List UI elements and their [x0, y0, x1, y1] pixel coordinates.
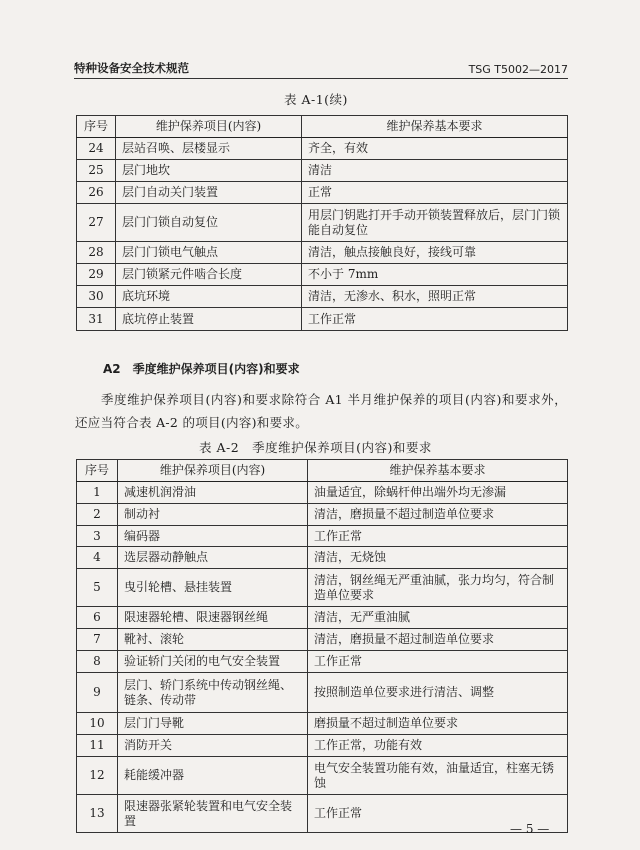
row-requirement: 清洁，触点接触良好，接线可靠	[302, 242, 568, 264]
row-number: 30	[77, 286, 116, 308]
row-number: 4	[77, 547, 118, 569]
table-row	[77, 242, 568, 264]
table-row	[77, 160, 568, 182]
row-requirement: 电气安全装置功能有效，油量适宜，柱塞无锈蚀	[308, 757, 568, 795]
row-requirement: 清洁，钢丝绳无严重油腻，张力均匀，符合制造单位要求	[308, 569, 568, 607]
page-number: — 5 —	[510, 822, 550, 836]
table-row	[77, 482, 568, 504]
row-number: 7	[77, 629, 118, 651]
row-number: 26	[77, 182, 116, 204]
table-row	[77, 713, 568, 735]
section-heading: A2 季度维护保养项目(内容)和要求	[103, 362, 300, 376]
row-number: 3	[77, 526, 118, 547]
row-item: 曳引轮槽、悬挂装置	[118, 569, 308, 607]
table-row	[77, 138, 568, 160]
table-a1	[76, 115, 568, 331]
table-row	[77, 795, 568, 833]
row-item: 验证轿门关闭的电气安全装置	[118, 651, 308, 673]
row-item: 层门门锁自动复位	[116, 204, 302, 242]
row-item: 选层器动静触点	[118, 547, 308, 569]
table-row	[77, 308, 568, 331]
row-item: 层门地坎	[116, 160, 302, 182]
row-number: 6	[77, 607, 118, 629]
row-requirement: 正常	[302, 182, 568, 204]
row-number: 13	[77, 795, 118, 833]
row-item: 底坑环境	[116, 286, 302, 308]
table-row	[77, 757, 568, 795]
table-row	[77, 182, 568, 204]
table-row	[77, 569, 568, 607]
table-a2	[76, 459, 568, 833]
row-requirement: 工作正常	[308, 795, 568, 833]
row-item: 制动衬	[118, 504, 308, 526]
row-item: 编码器	[118, 526, 308, 547]
row-number: 10	[77, 713, 118, 735]
row-item: 层门锁紧元件啮合长度	[116, 264, 302, 286]
row-requirement: 油量适宜，除蜗杆伸出端外均无渗漏	[308, 482, 568, 504]
row-requirement: 用层门钥匙打开手动开锁装置释放后，层门门锁能自动复位	[302, 204, 568, 242]
row-item: 限速器张紧轮装置和电气安全装置	[118, 795, 308, 833]
row-item: 层门门导靴	[118, 713, 308, 735]
row-number: 1	[77, 482, 118, 504]
row-requirement: 按照制造单位要求进行清洁、调整	[308, 673, 568, 713]
table-row	[77, 504, 568, 526]
row-requirement: 工作正常	[308, 651, 568, 673]
row-number: 31	[77, 308, 116, 331]
row-number: 11	[77, 735, 118, 757]
row-number: 9	[77, 673, 118, 713]
table-row	[77, 204, 568, 242]
row-requirement: 工作正常	[302, 308, 568, 331]
column-header-requirement: 维护保养基本要求	[302, 116, 568, 138]
row-number: 2	[77, 504, 118, 526]
table-row	[77, 286, 568, 308]
row-number: 8	[77, 651, 118, 673]
row-requirement: 清洁，磨损量不超过制造单位要求	[308, 629, 568, 651]
row-number: 12	[77, 757, 118, 795]
table-row	[77, 547, 568, 569]
row-item: 层门门锁电气触点	[116, 242, 302, 264]
row-number: 27	[77, 204, 116, 242]
row-item: 限速器轮槽、限速器钢丝绳	[118, 607, 308, 629]
row-number: 29	[77, 264, 116, 286]
row-number: 28	[77, 242, 116, 264]
page-header	[74, 60, 568, 79]
row-item: 层站召唤、层楼显示	[116, 138, 302, 160]
row-number: 24	[77, 138, 116, 160]
row-requirement: 齐全，有效	[302, 138, 568, 160]
row-requirement: 清洁，无严重油腻	[308, 607, 568, 629]
row-requirement: 清洁，无渗水、积水，照明正常	[302, 286, 568, 308]
row-item: 底坑停止装置	[116, 308, 302, 331]
column-header-no: 序号	[77, 460, 118, 482]
column-header-no: 序号	[77, 116, 116, 138]
table-a2-title: 表 A-2 季度维护保养项目(内容)和要求	[199, 440, 432, 455]
table-row	[77, 629, 568, 651]
column-header-item: 维护保养项目(内容)	[118, 460, 308, 482]
row-item: 层门自动关门装置	[116, 182, 302, 204]
row-requirement: 清洁	[302, 160, 568, 182]
table-row	[77, 673, 568, 713]
row-number: 25	[77, 160, 116, 182]
section-paragraph: 季度维护保养项目(内容)和要求除符合 A1 半月维护保养的项目(内容)和要求外，还应当符合表 A-2 的项目(内容)和要求。	[75, 392, 567, 430]
table-a1-title: 表 A-1(续)	[284, 92, 348, 107]
row-requirement: 磨损量不超过制造单位要求	[308, 713, 568, 735]
row-number: 5	[77, 569, 118, 607]
table-row	[77, 651, 568, 673]
row-requirement: 清洁，无烧蚀	[308, 547, 568, 569]
row-requirement: 工作正常，功能有效	[308, 735, 568, 757]
document-code: TSG T5002—2017	[468, 63, 568, 76]
table-row	[77, 607, 568, 629]
column-header-requirement: 维护保养基本要求	[308, 460, 568, 482]
row-item: 耗能缓冲器	[118, 757, 308, 795]
header-divider	[74, 78, 568, 79]
column-header-item: 维护保养项目(内容)	[116, 116, 302, 138]
row-item: 层门、轿门系统中传动钢丝绳、链条、传动带	[118, 673, 308, 713]
table-row	[77, 526, 568, 547]
row-item: 减速机润滑油	[118, 482, 308, 504]
row-item: 消防开关	[118, 735, 308, 757]
table-row	[77, 264, 568, 286]
table-row	[77, 735, 568, 757]
row-requirement: 不小于 7mm	[302, 264, 568, 286]
row-requirement: 工作正常	[308, 526, 568, 547]
row-item: 靴衬、滚轮	[118, 629, 308, 651]
document-title: 特种设备安全技术规范	[74, 61, 189, 75]
row-requirement: 清洁，磨损量不超过制造单位要求	[308, 504, 568, 526]
